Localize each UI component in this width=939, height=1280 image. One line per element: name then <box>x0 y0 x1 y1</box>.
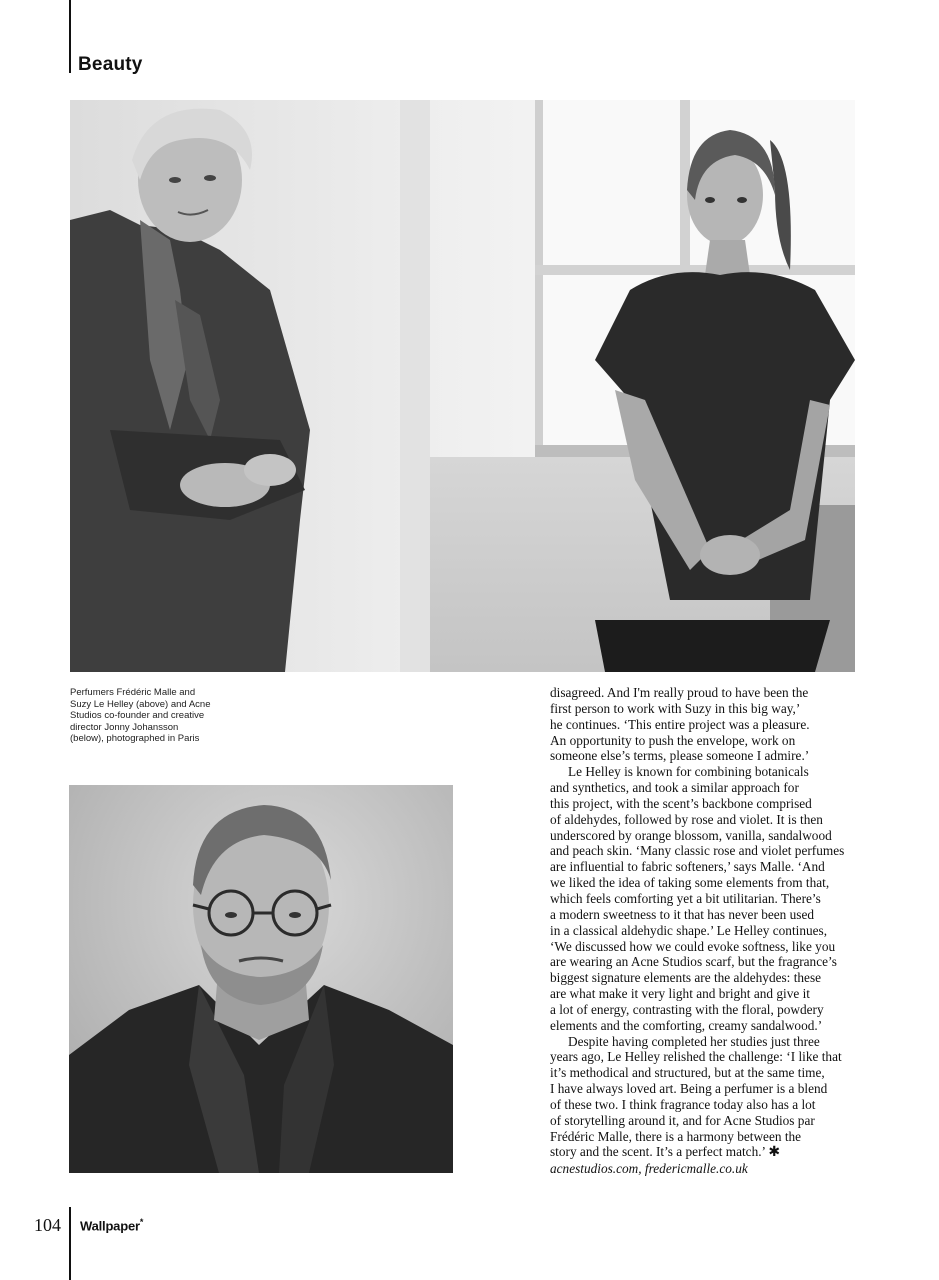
article-line: someone else’s terms, please someone I admire.’ <box>550 748 810 764</box>
article-last-line <box>550 1144 860 1161</box>
article-line: Despite having completed her studies just three <box>568 1033 820 1049</box>
caption-line: Perfumers Frédéric Malle and <box>70 687 196 698</box>
article-line: we liked the idea of taking some elements from that, <box>550 875 830 891</box>
article-line: ‘We discussed how we could evoke softness, like you <box>550 938 836 954</box>
caption-line: director Jonny Johansson <box>70 721 179 733</box>
article-line: disagreed. And I'm really proud to have been the <box>550 685 809 700</box>
article-line: of aldehydes, followed by rose and violet. It is then <box>550 811 823 827</box>
bottom-photo <box>69 785 453 1173</box>
article-line: in a classical aldehydic shape.’ Le Helley continues, <box>550 922 828 938</box>
article-line: which feels comforting yet a bit utilitarian. There’s <box>550 890 821 906</box>
caption-line: (below), photographed in Paris <box>70 733 200 745</box>
article-line: are influential to fabric softeners,’ says Malle. ‘And <box>550 859 825 875</box>
end-mark-icon: ✱ <box>768 1144 781 1161</box>
article-line: first person to work with Suzy in this big way,’ <box>550 700 801 716</box>
bottom-photo-image <box>69 785 453 1173</box>
article-line: are what make it very light and bright and give it <box>550 986 810 1002</box>
bottom-vertical-rule <box>69 1207 71 1280</box>
article-line: Frédéric Malle, there is a harmony between the <box>550 1128 802 1144</box>
magazine-title: Wallpaper <box>80 1218 140 1234</box>
article-line: An opportunity to push the envelope, work on <box>550 732 796 748</box>
article-line: I have always loved art. Being a perfumer is a blend <box>550 1081 828 1097</box>
article-line: Le Helley is known for combining botanicals <box>568 764 809 780</box>
article-line: this project, with the scent’s backbone comprised <box>550 795 812 811</box>
article-line: story and the scent. It’s a perfect match.’ <box>550 1144 766 1160</box>
article-line: and synthetics, and took a similar approach for <box>550 780 799 796</box>
article-body <box>550 685 860 1177</box>
article-line: a lot of energy, contrasting with the floral, powdery <box>550 1001 824 1017</box>
article-line: biggest signature elements are the aldehydes: these <box>550 970 822 986</box>
article-line: years ago, Le Helley relished the challenge: ‘I like that <box>550 1049 842 1065</box>
top-photo-image <box>70 100 855 672</box>
article-line: he continues. ‘This entire project was a pleasure. <box>550 716 810 732</box>
article-line: underscored by orange blossom, vanilla, sandalwood <box>550 827 832 843</box>
article-line: are wearing an Acne Studios scarf, but the fragrance’s <box>550 954 837 970</box>
top-photo <box>70 100 855 672</box>
article-line: of these two. I think fragrance today also has a lot <box>550 1096 816 1112</box>
top-vertical-rule <box>69 0 71 73</box>
article-line: it’s methodical and structured, but at the same time, <box>550 1065 825 1081</box>
article-links[interactable]: acnestudios.com, fredericmalle.co.uk <box>550 1161 748 1177</box>
page-number: 104 <box>34 1215 61 1235</box>
caption-line: Studios co-founder and creative <box>70 710 205 722</box>
article-line: and peach skin. ‘Many classic rose and violet perfumes <box>550 843 845 859</box>
article-line: elements and the comforting, creamy sandalwood.’ <box>550 1017 823 1033</box>
section-title: Beauty <box>78 54 143 75</box>
magazine-asterisk: * <box>139 1217 144 1227</box>
article-line: of storytelling around it, and for Acne Studios par <box>550 1112 815 1128</box>
magazine-name <box>80 1217 143 1233</box>
photo-caption <box>70 687 230 745</box>
caption-line: Suzy Le Helley (above) and Acne <box>70 698 211 710</box>
article-line: a modern sweetness to it that has never been used <box>550 906 815 922</box>
